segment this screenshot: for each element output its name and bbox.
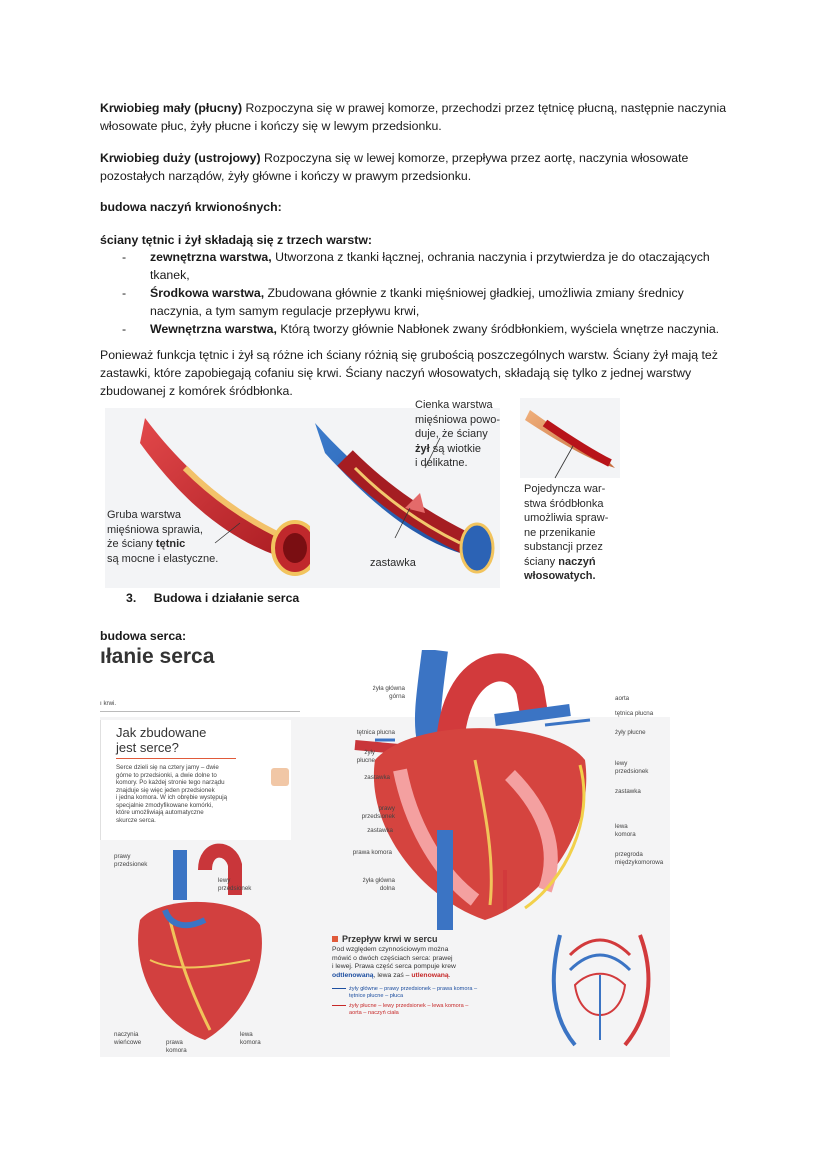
caption-line: Pojedyncza war- [524, 483, 606, 495]
caption-line [524, 555, 608, 570]
legend-red [332, 1003, 522, 1017]
square-icon [332, 936, 338, 942]
label-inferior-vena-cava [355, 877, 395, 892]
caption-line: ne przenikanie [524, 526, 596, 539]
caption-text: ściany [524, 555, 559, 568]
label-left-atrium [218, 877, 251, 892]
label-right-atrium [114, 853, 147, 868]
list-item [122, 248, 732, 284]
valve-label: zastawka [370, 557, 416, 569]
legend-line: tętnice płucne – płuca [349, 993, 404, 1000]
layer-term: Wewnętrzna warstwa, [150, 322, 277, 336]
label-line: naczynia [114, 1031, 139, 1038]
label-line: prawa [166, 1039, 183, 1046]
label-line: górna [389, 692, 405, 700]
caption-line [107, 537, 218, 552]
flow-mid: , lewa zaś – [373, 971, 412, 979]
text-line: znajduje się więc jeden przedsionek [116, 786, 215, 794]
label-right-ventricle [166, 1039, 187, 1054]
label-left-ventricle-big [615, 823, 636, 838]
caption-line: duje, że ściany [415, 428, 488, 440]
list-dash: - [122, 322, 127, 336]
layers-list [122, 248, 732, 338]
label-line: komora [615, 830, 636, 838]
text-line: Serce dzieli się na cztery jamy – dwie [116, 764, 219, 771]
section-title: Budowa i działanie serca [153, 591, 300, 605]
caption-bold: tętnic [155, 538, 186, 550]
exterior-heart-drawing [110, 840, 280, 1050]
label-line: komora [166, 1046, 187, 1054]
section-number: 3. [126, 591, 137, 605]
label-line: przedsionek [361, 812, 395, 820]
flow-line: Pod względem czynnościowym można [332, 946, 449, 954]
label-line: żyły [364, 749, 375, 756]
section-heading [126, 591, 299, 605]
heading-walls: ściany tętnic i żył składają się z trzech warstw: [100, 233, 373, 247]
text-systemic: Rozpoczyna się w lewej komorze, przepływa przez aortę, naczynia włosowate pozostałych narządów, żyły główne i kończy w prawym przedsionku. [100, 151, 689, 183]
label-left-ventricle [240, 1031, 261, 1046]
text-line: które umożliwiają automatyczne [116, 809, 204, 816]
paragraph-pulmonary-circulation [100, 99, 730, 135]
label-septum [615, 851, 663, 866]
caption-line: stwa śródbłonka [524, 497, 604, 510]
flow-end: . [448, 971, 451, 979]
label-left-atrium-big [615, 760, 648, 775]
title-line: Jak zbudowane [116, 725, 207, 740]
label-line: komora [240, 1038, 261, 1046]
caption-bold: włosowatych. [524, 570, 596, 582]
caption-line: są mocne i elastyczne. [107, 552, 219, 565]
divider [100, 711, 300, 712]
caption-line: i delikatne. [415, 457, 468, 469]
label-line: przedsionek [114, 860, 148, 868]
list-item [122, 320, 732, 338]
caption-line: mięśniowa powo- [415, 413, 500, 426]
heart-heading-fragment: ıłanie serca [100, 645, 215, 668]
label-pulmonary-veins-left [355, 749, 375, 764]
flow-oxygenated: utlenowaną [411, 971, 449, 979]
title-line: jest serce? [116, 740, 179, 755]
caption-bold: naczyń [558, 555, 596, 568]
vein-caption [415, 398, 500, 471]
caption-text: są wiotkie [429, 442, 482, 455]
layer-term: zewnętrzna warstwa, [150, 250, 272, 264]
term-pulmonary: Krwiobieg mały (płucny) [100, 101, 243, 115]
label-line: przegroda [615, 851, 643, 858]
flow-deoxygenated: odtlenowaną [332, 971, 374, 979]
list-item [122, 284, 732, 320]
label-pulmonary-artery-left: tętnica płucna [356, 729, 395, 736]
label-line: lewa [615, 823, 628, 830]
label-line: płucne [356, 756, 375, 764]
caption-line [415, 442, 500, 457]
label-pulmonary-veins-right: żyły płucne [615, 729, 646, 736]
text-line: skurcze serca. [116, 816, 156, 824]
paragraph-wall-differences: Ponieważ funkcja tętnic i żył są różne ich ściany różnią się grubością poszczególnych warstw. Ściany żył mają też zastawki, które zapobiegają cofaniu się krwi. Ściany naczyń włosowatych, składają się tylko z jednej warstwy zbudowanej z komórek śródbłonka. [100, 348, 718, 398]
label-pulmonary-artery-right: tętnica płucna [615, 710, 654, 717]
video-icon[interactable] [271, 768, 289, 786]
heart-figure [100, 645, 670, 1057]
caption-line: umożliwia spraw- [524, 512, 609, 524]
label-line: międzykomorowa [615, 858, 664, 866]
caption-line: substancji przez [524, 541, 603, 553]
flow-box [332, 935, 522, 1017]
label-right-ventricle-big: prawa komora [352, 849, 392, 856]
label-aorta: aorta [615, 695, 630, 702]
caption-bold: żył [415, 442, 430, 455]
title-underline [116, 758, 236, 759]
blue-arrow-icon [332, 988, 346, 989]
capillary-drawing [520, 398, 620, 478]
krwi-fragment: ı krwi. [100, 700, 117, 707]
legend-text: żyły płucne – lewy przedsionek – lewa komora – [349, 1003, 469, 1010]
label-line: żyła główna [372, 685, 405, 692]
list-dash: - [122, 250, 127, 264]
flow-line: i lewej. Prawa część serca pompuje krew [332, 963, 456, 971]
text-pulmonary: Rozpoczyna się w prawej komorze, przechodzi przez tętnicę płucną, następnie naczynia włosowate płuc, żyły płucne i kończy się w lewym przedsionku. [100, 101, 727, 133]
text-line: górne to przedsionki, a dwie dolne to [116, 771, 217, 779]
flow-line: mówić o dwóch częściach serca: prawej [332, 954, 453, 962]
flow-line [332, 972, 522, 980]
heading-heart: budowa serca: [100, 629, 187, 643]
flow-title-text: Przepływ krwi w sercu [342, 934, 438, 944]
caption-line: Gruba warstwa [107, 509, 181, 521]
label-line: wieńcowe [114, 1038, 142, 1046]
label-line: dolna [379, 884, 395, 892]
label-line: prawy [114, 853, 131, 860]
label-line: lewy [615, 760, 628, 767]
layer-term: Środkowa warstwa, [150, 286, 265, 300]
label-valve-left-1: zastawka [364, 774, 390, 781]
caption-line: mięśniowa sprawia, [107, 523, 203, 536]
layer-text: Zbudowana głównie z tkanki mięśniowej gładkiej, umożliwia zmiany średnicy naczynia, a tym samym regulacje przepływu krwi, [150, 286, 684, 318]
legend-line [332, 1003, 522, 1010]
caption-text: że ściany [107, 538, 156, 550]
text-line: specjalnie zmodyfikowane komórki, [116, 801, 213, 809]
label-line: przedsionek [218, 884, 252, 892]
legend-line: aorta – naczyń ciała [349, 1010, 399, 1017]
info-box-title [116, 725, 206, 755]
label-line: lewa [240, 1031, 253, 1038]
label-coronary [114, 1031, 141, 1046]
info-box-text [116, 764, 227, 824]
label-line: prawy [378, 805, 395, 812]
heading-vessels: budowa naczyń krwionośnych: [100, 200, 282, 214]
capillary-caption [524, 482, 608, 584]
layer-text: Utworzona z tkanki łącznej, ochrania naczynia i przytwierdza je do otaczających tkanek, [150, 250, 710, 282]
term-systemic: Krwiobieg duży (ustrojowy) [100, 151, 261, 165]
label-line: żyła główna [362, 877, 395, 884]
text-line: i jedna komora. W ich obrębie występują [116, 794, 228, 801]
label-superior-vena-cava [355, 685, 405, 700]
label-line: lewy [218, 877, 231, 884]
caption-line [524, 569, 608, 584]
caption-line: Cienka warstwa [415, 399, 493, 411]
layer-text: Którą tworzy głównie Nabłonek zwany śródbłonkiem, wyściela wnętrze naczynia. [276, 322, 720, 336]
text-line: komory. Po każdej stronie tego narządu [116, 779, 225, 786]
artery-caption [107, 508, 218, 566]
circulation-schematic [540, 915, 660, 1055]
label-line: przedsionek [615, 767, 649, 775]
label-valve-right: zastawka [615, 788, 641, 795]
legend-text: żyły główne – prawy przedsionek – prawa komora – [349, 986, 478, 993]
legend-blue [332, 986, 522, 1000]
info-box [100, 720, 291, 840]
red-arrow-icon [332, 1005, 346, 1006]
list-dash: - [122, 286, 127, 300]
label-valve-left-2: zastawka [367, 827, 393, 834]
label-right-atrium-big [355, 805, 395, 820]
legend-line [332, 986, 522, 993]
paragraph-systemic-circulation [100, 149, 730, 185]
flow-title [332, 935, 522, 943]
